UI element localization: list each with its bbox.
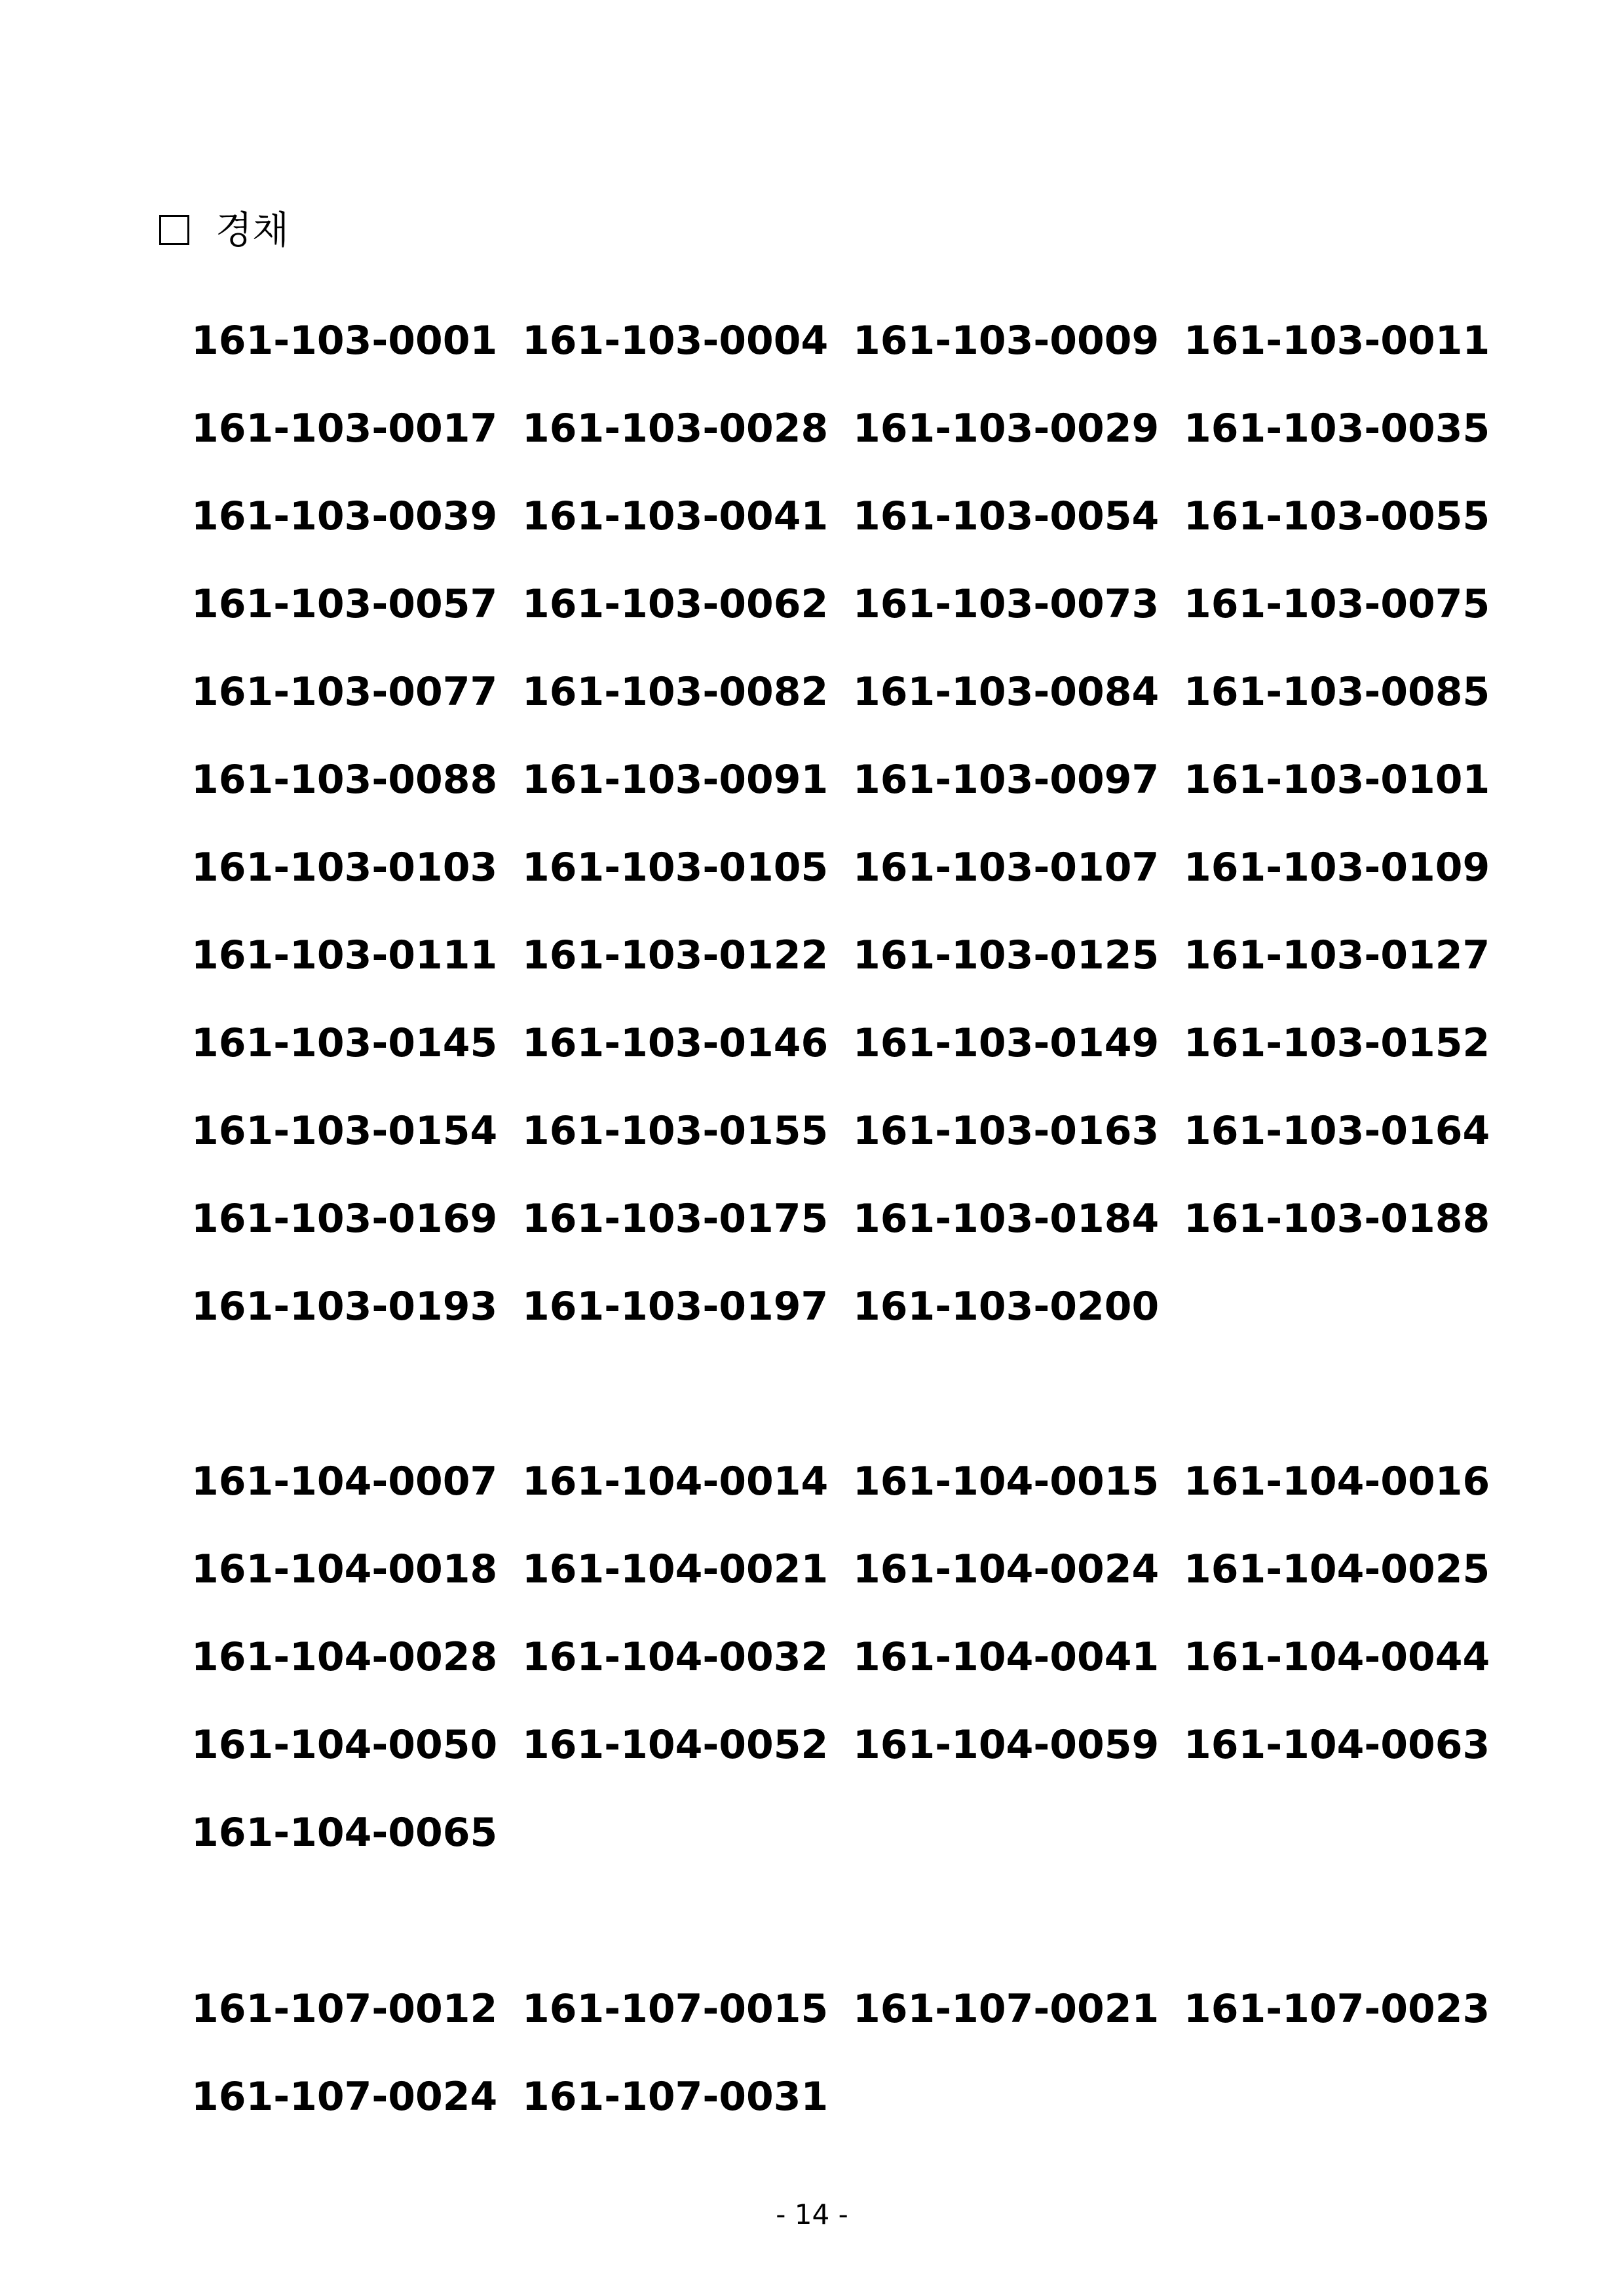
code-item: 161-103-0001 (191, 318, 498, 364)
code-item: 161-103-0091 (522, 757, 829, 803)
code-item: 161-103-0146 (522, 1020, 829, 1066)
code-item: 161-104-0028 (191, 1634, 498, 1680)
code-item: 161-103-0088 (191, 757, 498, 803)
code-item: 161-103-0085 (1184, 669, 1490, 715)
code-item: 161-103-0152 (1184, 1020, 1490, 1066)
code-item: 161-104-0025 (1184, 1546, 1490, 1592)
page-number: - 14 - (776, 2198, 848, 2230)
code-item: 161-103-0039 (191, 493, 498, 539)
code-item: 161-103-0197 (522, 1284, 829, 1330)
code-item: 161-107-0031 (522, 2074, 829, 2120)
code-item: 161-107-0024 (191, 2074, 498, 2120)
code-item: 161-104-0059 (853, 1722, 1160, 1768)
code-item: 161-103-0200 (853, 1284, 1160, 1330)
code-item: 161-107-0023 (1184, 1986, 1490, 2032)
section-title: 경채 (216, 208, 290, 252)
code-item: 161-103-0073 (853, 581, 1160, 627)
code-item: 161-104-0050 (191, 1722, 498, 1768)
code-item: 161-103-0084 (853, 669, 1160, 715)
code-item: 161-104-0024 (853, 1546, 1160, 1592)
code-item: 161-103-0055 (1184, 493, 1490, 539)
code-item: 161-104-0018 (191, 1546, 498, 1592)
empty-square-icon (159, 215, 189, 245)
code-item: 161-103-0155 (522, 1108, 829, 1154)
code-item: 161-103-0122 (522, 932, 829, 978)
code-item: 161-103-0149 (853, 1020, 1160, 1066)
code-item: 161-103-0082 (522, 669, 829, 715)
code-item: 161-103-0009 (853, 318, 1160, 364)
code-item: 161-103-0017 (191, 406, 498, 451)
code-group-161-104 (191, 1438, 1515, 1877)
code-item: 161-104-0016 (1184, 1459, 1490, 1504)
code-item: 161-103-0163 (853, 1108, 1160, 1154)
code-item: 161-104-0044 (1184, 1634, 1490, 1680)
code-item: 161-104-0021 (522, 1546, 829, 1592)
code-item: 161-104-0014 (522, 1459, 829, 1504)
code-item: 161-103-0188 (1184, 1196, 1490, 1242)
code-item: 161-103-0054 (853, 493, 1160, 539)
code-item: 161-104-0015 (853, 1459, 1160, 1504)
code-item: 161-103-0109 (1184, 845, 1490, 890)
code-item: 161-103-0011 (1184, 318, 1490, 364)
code-item: 161-103-0184 (853, 1196, 1160, 1242)
code-item: 161-104-0065 (191, 1810, 498, 1856)
code-item: 161-103-0097 (853, 757, 1160, 803)
code-group-161-107 (191, 1965, 1515, 2141)
code-item: 161-103-0029 (853, 406, 1160, 451)
code-item: 161-103-0111 (191, 932, 498, 978)
code-item: 161-103-0004 (522, 318, 829, 364)
code-item: 161-103-0035 (1184, 406, 1490, 451)
code-item: 161-104-0032 (522, 1634, 829, 1680)
section-heading (159, 208, 289, 252)
code-item: 161-103-0125 (853, 932, 1160, 978)
code-item: 161-103-0107 (853, 845, 1160, 890)
code-item: 161-104-0063 (1184, 1722, 1490, 1768)
code-item: 161-103-0175 (522, 1196, 829, 1242)
code-item: 161-103-0105 (522, 845, 829, 890)
code-item: 161-107-0021 (853, 1986, 1160, 2032)
code-item: 161-103-0127 (1184, 932, 1490, 978)
code-item: 161-104-0007 (191, 1459, 498, 1504)
code-item: 161-103-0062 (522, 581, 829, 627)
code-item: 161-107-0015 (522, 1986, 829, 2032)
code-item: 161-103-0145 (191, 1020, 498, 1066)
code-item: 161-103-0154 (191, 1108, 498, 1154)
code-item: 161-103-0057 (191, 581, 498, 627)
code-item: 161-104-0041 (853, 1634, 1160, 1680)
code-item: 161-107-0012 (191, 1986, 498, 2032)
code-group-161-103 (191, 297, 1515, 1350)
code-item: 161-103-0169 (191, 1196, 498, 1242)
code-item: 161-103-0164 (1184, 1108, 1490, 1154)
code-item: 161-103-0103 (191, 845, 498, 890)
code-item: 161-104-0052 (522, 1722, 829, 1768)
code-item: 161-103-0041 (522, 493, 829, 539)
code-item: 161-103-0101 (1184, 757, 1490, 803)
code-item: 161-103-0028 (522, 406, 829, 451)
code-item: 161-103-0193 (191, 1284, 498, 1330)
code-item: 161-103-0075 (1184, 581, 1490, 627)
code-item: 161-103-0077 (191, 669, 498, 715)
